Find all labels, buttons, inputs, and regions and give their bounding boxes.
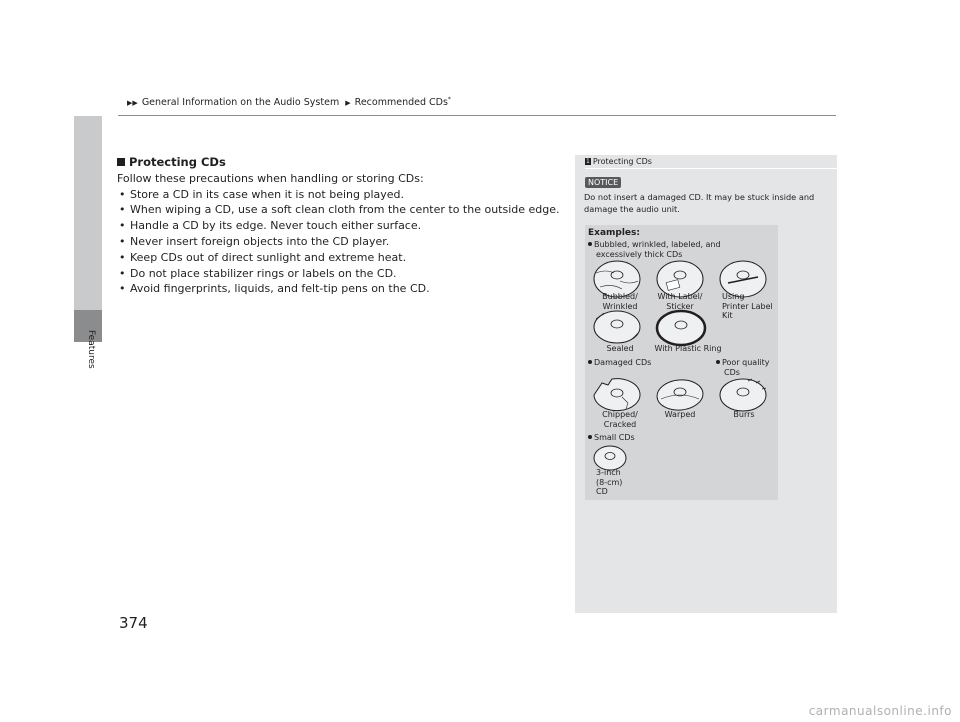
cd-chipped-icon [592,377,642,413]
label-plastic-ring: With Plastic Ring [654,344,722,353]
label-bubbled: Bubbled/ Wrinkled [602,292,638,311]
list-item: • Avoid fingerprints, liquids, and felt-tip pens on the CD. [117,281,567,297]
section-square-icon [117,158,125,166]
label-burrs: Burrs [733,410,755,419]
main-content [117,155,567,297]
precautions-list [117,187,567,298]
sidebar-label: Features [86,330,96,369]
group-small-heading: Small CDs [588,433,635,443]
breadcrumb-arrow-icon: ▶▶ [127,99,138,108]
page-number: 374 [119,614,148,632]
label-sealed: Sealed [606,344,634,353]
sidenote-divider [585,168,837,169]
label-printer-kit: Using Printer Label Kit [722,292,773,320]
cd-warped-icon [655,377,705,413]
label-warped: Warped [664,410,696,419]
list-item: • Never insert foreign objects into the CD player. [117,234,567,250]
section-intro: Follow these precautions when handling or storing CDs: [117,171,424,185]
watermark: carmanualsonline.info [808,704,952,718]
notice-text: Do not insert a damaged CD. It may be stuck inside and damage the audio unit. [584,192,815,214]
cd-burrs-icon [718,377,768,413]
bullet-dot-icon [588,435,592,439]
label-3-inch: 3-inch (8-cm) CD [596,468,623,496]
list-item: • Keep CDs out of direct sunlight and extreme heat. [117,250,567,266]
examples-title: Examples: [588,228,640,238]
bullet-dot-icon [588,242,592,246]
sidenote-ref: 1 [586,158,590,165]
list-item: • Store a CD in its case when it is not being played. [117,187,567,203]
footnote-mark: * [447,96,451,103]
breadcrumb-item-recommended-cds[interactable]: Recommended CDs [354,97,448,109]
group-damaged-heading: Damaged CDs [588,358,651,368]
notice-badge: NOTICE [585,177,621,188]
cd-plastic-ring-icon [655,309,707,347]
bullet-dot-icon [588,360,592,364]
group-bubbled-heading: Bubbled, wrinkled, labeled, and [588,240,721,250]
header-divider [118,115,836,116]
breadcrumb-item-audio-system[interactable]: General Information on the Audio System [141,97,340,109]
group-poor-quality-heading: Poor quality CDs [716,358,770,377]
breadcrumb [127,96,451,108]
list-item: • Do not place stabilizer rings or labels on the CD. [117,266,567,282]
label-chipped: Chipped/ Cracked [602,410,638,429]
sidebar-tab [74,116,102,342]
label-with-label: With Label/ Sticker [657,292,703,311]
list-item: • When wiping a CD, use a soft clean cloth from the center to the outside edge. [117,202,567,218]
breadcrumb-arrow-icon: ▶ [345,99,351,108]
bullet-dot-icon [716,360,720,364]
group-bubbled-heading-2: excessively thick CDs [596,250,683,259]
section-heading: Protecting CDs [117,155,567,171]
cd-sealed-icon [592,309,642,345]
list-item: • Handle a CD by its edge. Never touch either surface. [117,218,567,234]
sidenote-title: 1 Protecting CDs [586,157,652,166]
